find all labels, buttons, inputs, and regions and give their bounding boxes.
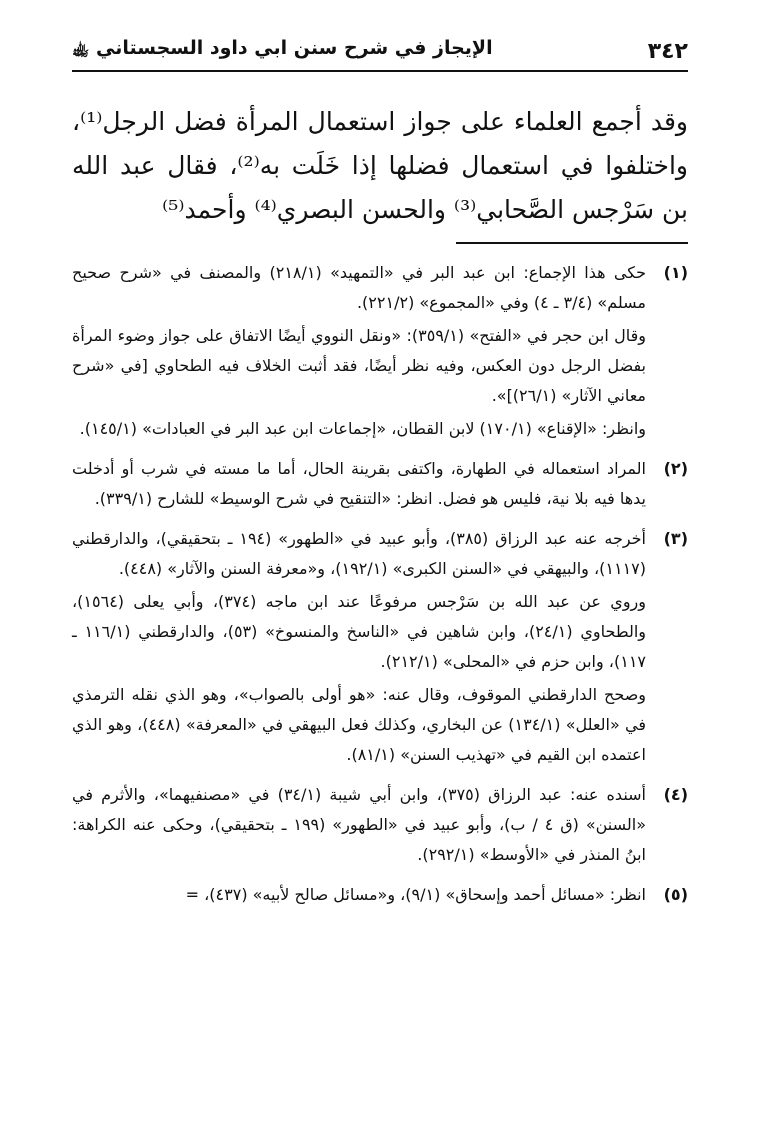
- footnote-paragraph: وقال ابن حجر في «الفتح» (٣٥٩/١): «ونقل النووي أيضًا الاتفاق على جواز وضوء المرأة بفضل الرجل دون العكس، وفيه نظر أيضًا، فقد أثبت الخلاف فيه الطحاوي [في «شرح معاني الآثار» (٢٦/١)]».: [72, 326, 646, 405]
- footnote-body: [72, 454, 646, 517]
- footnote-paragraph: حكى هذا الإجماع: ابن عبد البر في «التمهيد» (٢١٨/١) والمصنف في «شرح صحيح مسلم» (٣/٤ ـ ٤) وفي «المجموع» (٢٢١/٢).: [72, 263, 646, 312]
- footnote-3: [72, 524, 688, 773]
- footnote-paragraph: أخرجه عنه عبد الرزاق (٣٨٥)، وأبو عبيد في «الطهور» (١٩٤ ـ بتحقيقي)، والدارقطني (١١١٧)، والبيهقي في «السنن الكبرى» (١٩٢/١)، و«معرفة السنن والآثار» (٤٤٨).: [72, 529, 647, 578]
- footnote-2: [72, 454, 688, 517]
- footnotes: [72, 258, 688, 920]
- footnote-number: (٤): [663, 785, 688, 804]
- footnote-body: [72, 258, 646, 447]
- footnote-paragraph: المراد استعماله في الطهارة، واكتفى بقرينة الحال، أما ما مسته في شرب أو أدخلت يدها فيه بلا نية، فليس هو فضل. انظر: «التنقيح في شرح الوسيط» للشارح (٣٣٩/١).: [72, 459, 646, 508]
- footnote-separator: [456, 242, 688, 244]
- footnote-paragraph: انظر: «مسائل أحمد وإسحاق» (٩/١)، و«مسائل صالح لأبيه» (٤٣٧)، =: [185, 885, 646, 904]
- running-title: الإيجاز في شرح سنن ابي داود السجستاني ﵀: [72, 37, 493, 59]
- footnote-1: [72, 258, 688, 447]
- footnote-number: (٣): [663, 529, 688, 548]
- footnote-5: [72, 880, 688, 913]
- footnote-number: (١): [663, 263, 688, 282]
- footnote-4: [72, 780, 688, 873]
- footnote-paragraph: وصحح الدارقطني الموقوف، وقال عنه: «هو أولى بالصواب»، وهو الذي نقله الترمذي في «العلل» (١٣٤/١) عن البخاري، وكذلك فعل البيهقي في «المعرفة» (٤٤٨)، وهو الذي اعتمده ابن القيم في «تهذيب السنن» (٨١/١).: [72, 685, 646, 764]
- footnote-body: [72, 780, 646, 873]
- footnote-paragraph: وانظر: «الإقناع» (١٧٠/١) لابن القطان، «إجماعات ابن عبد البر في العبادات» (١٤٥/١).: [79, 419, 646, 438]
- footnote-paragraph: أسنده عنه: عبد الرزاق (٣٧٥)، وابن أبي شيبة (٣٤/١) في «مصنفيهما»، والأثرم في «السنن» (ق ٤ / ب)، وأبو عبيد في «الطهور» (١٩٩ ـ بتحقيقي)، وحكى عنه الكراهة: ابنُ المنذر في «الأوسط» (٢٩٢/١).: [72, 785, 646, 864]
- footnote-number: (٢): [663, 459, 688, 478]
- footnote-body: [72, 524, 646, 773]
- footnote-body: [72, 880, 646, 913]
- main-text-block: [72, 100, 688, 232]
- page-number: ٣٤٢: [647, 39, 688, 64]
- page-header: [72, 32, 688, 72]
- footnote-number: (٥): [663, 885, 688, 904]
- main-paragraph: وقد أجمع العلماء على جواز استعمال المرأة فضل الرجل⁽¹⁾، واختلفوا في استعمال فضلها إذا خَلَت به⁽²⁾، فقال عبد الله بن سَرْجس الصَّحابي⁽³⁾ والحسن البصري⁽⁴⁾ وأحمد⁽⁵⁾: [72, 107, 688, 224]
- footnote-paragraph: وروي عن عبد الله بن سَرْجس مرفوعًا عند ابن ماجه (٣٧٤)، وأبي يعلى (١٥٦٤)، والطحاوي (٢٤/١)، وابن شاهين في «الناسخ والمنسوخ» (٥٣)، والدارقطني (١١٦/١ ـ ١١٧)، وابن حزم في «المحلى» (٢١٢/١).: [72, 592, 647, 671]
